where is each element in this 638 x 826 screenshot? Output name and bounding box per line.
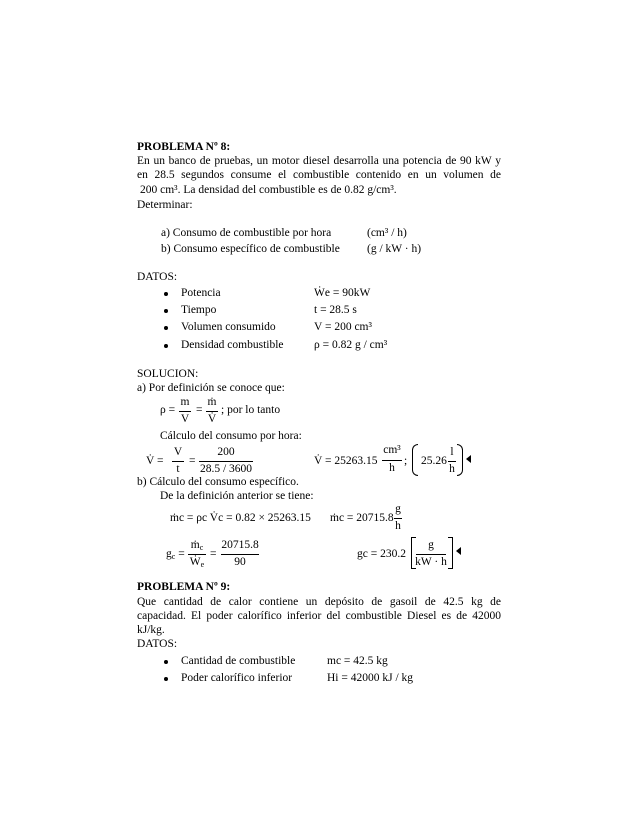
fraction-line — [394, 518, 402, 519]
bullet — [164, 292, 168, 296]
dato-potencia-value: Ẇe = 90kW — [314, 287, 371, 299]
v-conv-den: h — [449, 463, 455, 475]
gc-result: gc = 230.2 — [357, 548, 406, 560]
fraction-line — [179, 411, 191, 412]
gc-symbol: $g_c$ = — [166, 548, 185, 561]
dato-poder-name: Poder calorífico inferior — [181, 672, 293, 684]
gc-frac-num: ṁ$_c$ — [190, 539, 204, 552]
determinar-label: Determinar: — [137, 199, 193, 211]
rho-frac-1: m — [180, 396, 190, 408]
rho-frac-1-den: V — [180, 413, 190, 425]
solucion-b: b) Cálculo del consumo específico. — [137, 476, 299, 488]
mc-equation: ṁc = ρc V̇c = 0.82 × 25263.15 — [170, 512, 311, 524]
dato-cantidad-value: mc = 42.5 kg — [327, 655, 388, 667]
calculo-hora: Cálculo del consumo por hora: — [160, 430, 302, 442]
dato-potencia-name: Potencia — [181, 287, 221, 299]
problem-8-intro-line2: en 28.5 segundos consume el combustible contenido en un volumen de — [137, 169, 501, 181]
mc-unit-den: h — [395, 520, 401, 532]
gc-frac-den: Ẇ$_e$ — [189, 556, 205, 569]
v-conv-num: l — [450, 446, 454, 458]
item-b-unit: (g / kW · h) — [367, 243, 422, 255]
fraction-line — [416, 554, 446, 555]
solucion-b2: De la definición anterior se tiene: — [160, 490, 314, 502]
bullet — [164, 660, 168, 664]
dato-volumen-name: Volumen consumido — [181, 321, 276, 333]
fraction-line — [206, 411, 218, 412]
dato-cantidad-name: Cantidad de combustible — [181, 655, 296, 667]
solucion-title: SOLUCION: — [137, 368, 199, 380]
v-num: 200 — [217, 446, 235, 458]
dato-volumen-value: V = 200 cm³ — [314, 321, 372, 333]
dato-tiempo-name: Tiempo — [181, 304, 217, 316]
equals: = — [196, 404, 203, 416]
left-paren — [412, 444, 418, 476]
v-unit-num: cm³ — [383, 444, 401, 456]
fraction-line — [172, 461, 184, 462]
v-unit-den: h — [389, 462, 395, 474]
equals: = — [189, 455, 196, 467]
datos-title: DATOS: — [137, 271, 178, 283]
bullet — [164, 344, 168, 348]
problem-9-line2: capacidad. El poder calorífico inferior del combustible Diesel es de 42000 — [137, 610, 501, 622]
rho-frac-2: ṁ — [207, 396, 217, 408]
v-den: 28.5 / 3600 — [199, 463, 253, 475]
separator: ; — [404, 455, 408, 467]
mc-result: ṁc = 20715.8 — [330, 512, 394, 524]
problem-8-intro-line1: En un banco de pruebas, un motor diesel desarrolla una potencia de 90 kW y — [137, 155, 501, 167]
problem-9-datos-title: DATOS: — [137, 638, 178, 650]
rho-frac-2-den: V̇ — [207, 413, 217, 425]
fraction-line — [448, 461, 456, 462]
bullet — [164, 677, 168, 681]
right-bracket — [448, 537, 453, 569]
marker-triangle-icon — [466, 455, 471, 463]
marker-triangle-icon — [456, 547, 461, 555]
problem-8-title: PROBLEMA Nº 8: — [137, 141, 231, 153]
mc-unit-num: g — [395, 503, 401, 515]
rho-symbol: ρ = — [160, 404, 176, 416]
solucion-a: a) Por definición se conoce que: — [137, 382, 285, 394]
dato-densidad-value: ρ = 0.82 g / cm³ — [314, 339, 388, 351]
v-frac-num: V — [173, 446, 183, 458]
problem-8-intro-line3: 200 cm³. La densidad del combustible es de 0.82 g/cm³. — [140, 184, 397, 196]
fraction-line — [199, 461, 253, 462]
gc-den: 90 — [234, 556, 246, 568]
dato-densidad-name: Densidad combustible — [181, 339, 284, 351]
gc-num: 20715.8 — [221, 539, 259, 551]
bullet — [164, 309, 168, 313]
problem-9-title: PROBLEMA Nº 9: — [137, 581, 231, 593]
dato-poder-value: Hi = 42000 kJ / kg — [327, 672, 414, 684]
problem-9-line3: kJ/kg. — [137, 624, 165, 636]
dato-tiempo-value: t = 28.5 s — [314, 304, 357, 316]
fraction-line — [188, 554, 206, 555]
v-frac-den: t — [176, 463, 180, 475]
v-conv: 25.26 — [421, 455, 447, 467]
gc-unit-den: kW · h — [415, 556, 447, 568]
bullet — [164, 326, 168, 330]
item-b-label: b) Consumo específico de combustible — [161, 243, 340, 255]
fraction-line — [221, 554, 259, 555]
gc-unit-num: g — [428, 539, 434, 551]
equals: = — [210, 548, 217, 560]
item-a-label: a) Consumo de combustible por hora — [161, 227, 332, 239]
fraction-line — [382, 460, 402, 461]
v-result: V̇ = 25263.15 — [314, 455, 378, 467]
vdot-symbol: V̇ = — [146, 455, 164, 467]
right-paren — [457, 444, 463, 476]
problem-9-line1: Que cantidad de calor contiene un depósito de gasoil de 42.5 kg de — [137, 596, 501, 608]
item-a-unit: (cm³ / h) — [367, 227, 407, 239]
rho-eq-text: ; por lo tanto — [221, 404, 281, 416]
